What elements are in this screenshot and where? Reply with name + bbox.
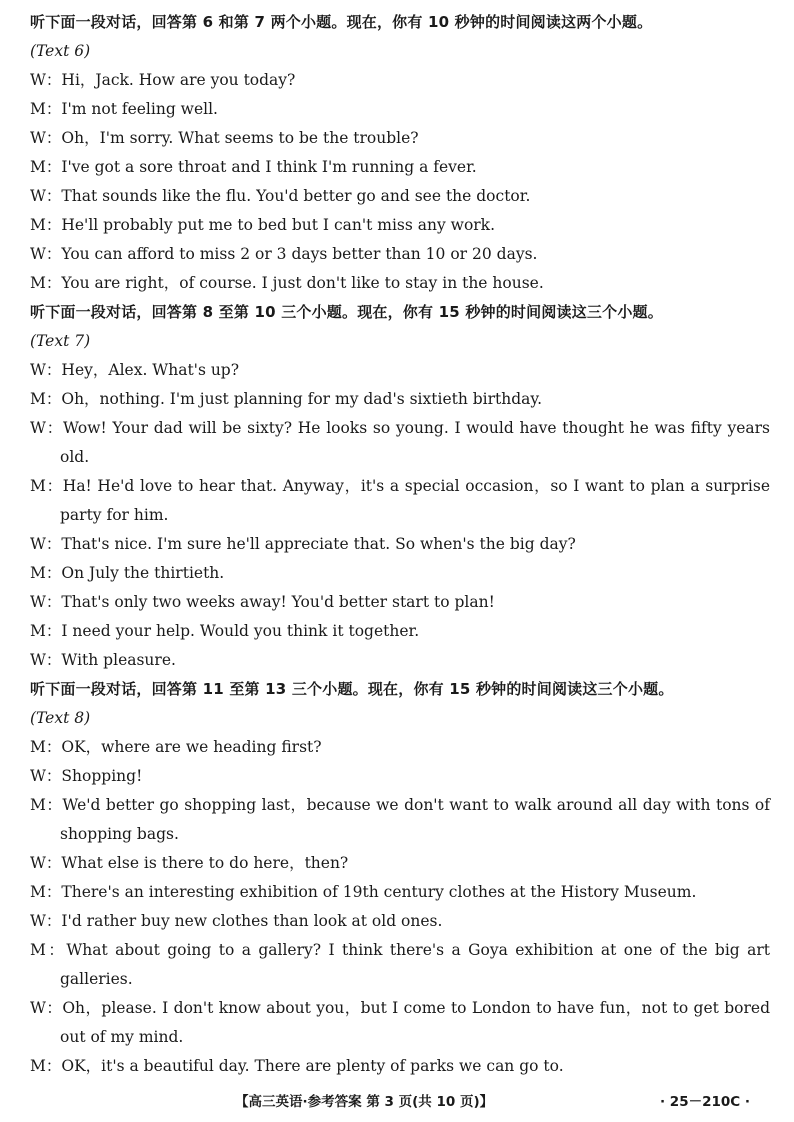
- dialogue-line: M：OK，it's a beautiful day. There are plenty of parks we can go to.: [30, 1057, 564, 1075]
- dialogue-line: M：There's an interesting exhibition of 19th century clothes at the History Museum.: [30, 883, 697, 901]
- dialogue-line: W：Wow! Your dad will be sixty? He looks so young. I would have thought he was fifty years old.: [30, 419, 770, 466]
- dialogue-line: M：I'm not feeling well.: [30, 100, 218, 118]
- dialogue-line: M：We'd better go shopping last，because we don't want to walk around all day with tons of shopping bags.: [30, 796, 770, 843]
- dialogue-line: W：With pleasure.: [30, 651, 176, 669]
- document-body: [30, 8, 770, 1081]
- dialogue-line: W：What else is there to do here，then?: [30, 854, 349, 872]
- instruction-text-6: 听下面一段对话，回答第 6 和第 7 两个小题。现在，你有 10 秒钟的时间阅读这两个小题。: [30, 13, 653, 31]
- dialogue-line: W：Hi，Jack. How are you today?: [30, 71, 296, 89]
- dialogue-line: W：I'd rather buy new clothes than look at old ones.: [30, 912, 443, 930]
- dialogue-line: W：That's nice. I'm sure he'll appreciate that. So when's the big day?: [30, 535, 576, 553]
- dialogue-line: M：You are right，of course. I just don't like to stay in the house.: [30, 274, 544, 292]
- instruction-text-7: 听下面一段对话，回答第 8 至第 10 三个小题。现在，你有 15 秒钟的时间阅读这三个小题。: [30, 303, 663, 321]
- dialogue-line: M：I need your help. Would you think it together.: [30, 622, 420, 640]
- dialogue-line: W：Oh，I'm sorry. What seems to be the trouble?: [30, 129, 419, 147]
- dialogue-line: M：Ha! He'd love to hear that. Anyway，it's a special occasion，so I want to plan a surprise party for him.: [30, 477, 770, 524]
- dialogue-line: W：Oh，please. I don't know about you，but I come to London to have fun，not to get bored out of my mind.: [30, 999, 770, 1046]
- dialogue-line: M：I've got a sore throat and I think I'm running a fever.: [30, 158, 477, 176]
- section-label-text-7: (Text 7): [30, 332, 91, 350]
- dialogue-line: M：He'll probably put me to bed but I can't miss any work.: [30, 216, 496, 234]
- footer-code: · 25－210C ·: [659, 1094, 750, 1110]
- dialogue-line: W：Shopping!: [30, 767, 143, 785]
- dialogue-line: W：Hey，Alex. What's up?: [30, 361, 240, 379]
- dialogue-line: M：OK，where are we heading first?: [30, 738, 322, 756]
- dialogue-line: W：You can afford to miss 2 or 3 days better than 10 or 20 days.: [30, 245, 538, 263]
- dialogue-line: W：That's only two weeks away! You'd better start to plan!: [30, 593, 495, 611]
- dialogue-line: W：That sounds like the flu. You'd better go and see the doctor.: [30, 187, 531, 205]
- dialogue-line: M：On July the thirtieth.: [30, 564, 225, 582]
- dialogue-line: M：What about going to a gallery? I think there's a Goya exhibition at one of the big art galleries.: [30, 941, 770, 988]
- section-label-text-8: (Text 8): [30, 709, 91, 727]
- instruction-text-8: 听下面一段对话，回答第 11 至第 13 三个小题。现在，你有 15 秒钟的时间阅读这三个小题。: [30, 680, 674, 698]
- section-label-text-6: (Text 6): [30, 42, 91, 60]
- footer-page-info: 【高三英语·参考答案 第 3 页(共 10 页)】: [235, 1094, 494, 1110]
- dialogue-line: M：Oh，nothing. I'm just planning for my dad's sixtieth birthday.: [30, 390, 543, 408]
- page-footer: [30, 1090, 770, 1112]
